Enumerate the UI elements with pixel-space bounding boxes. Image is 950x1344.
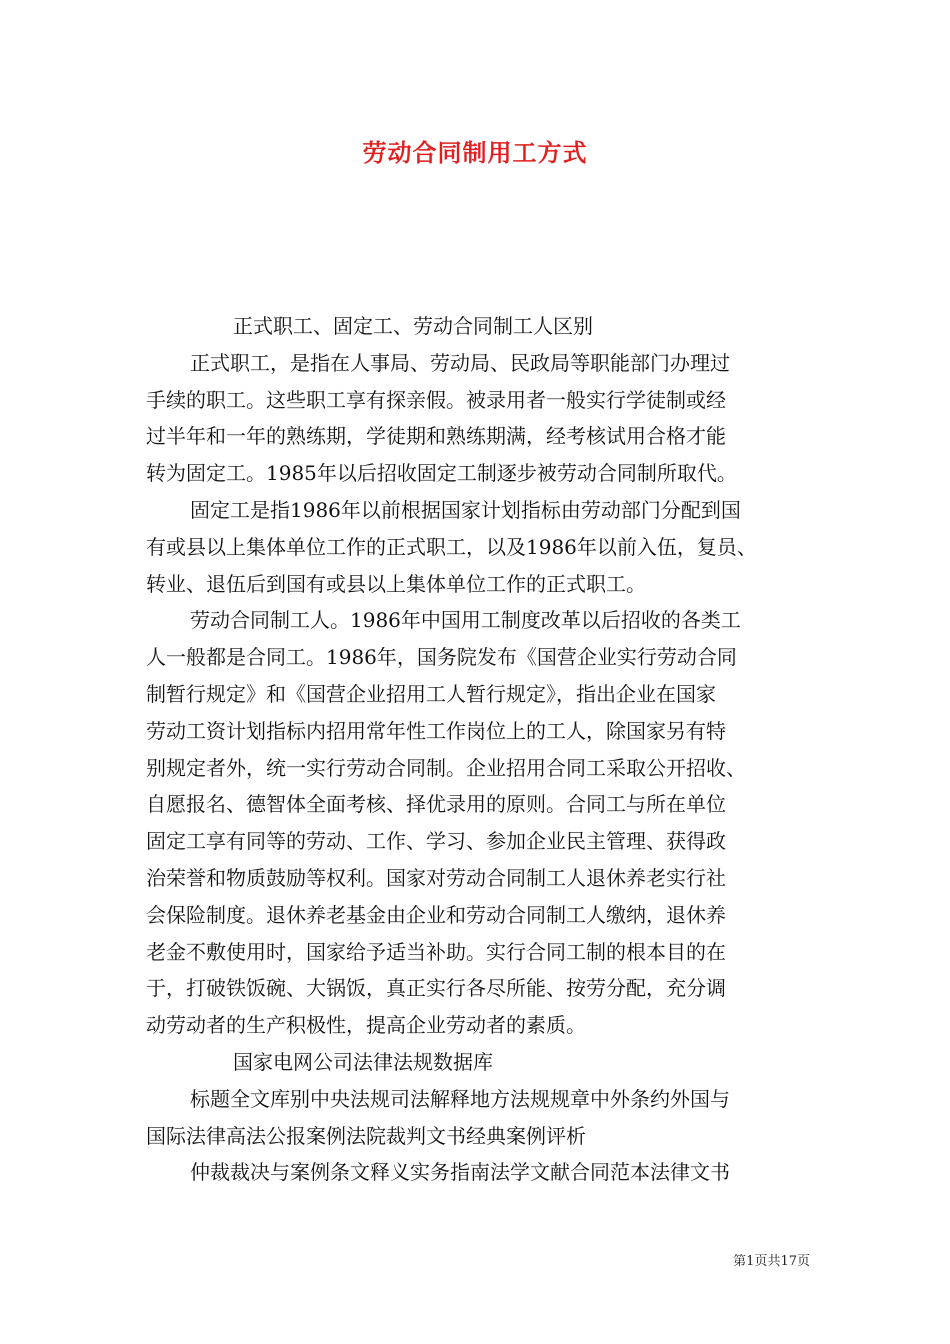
- document-title: 劳动合同制用工方式: [362, 138, 588, 167]
- paragraph-line: 过半年和一年的熟练期，学徒期和熟练期满，经考核试用合格才能: [146, 424, 726, 449]
- paragraph-line: 自愿报名、德智体全面考核、择优录用的原则。合同工与所在单位: [146, 792, 726, 817]
- paragraph-line: 有或县以上集体单位工作的正式职工，以及1986年以前入伍，复员、: [146, 534, 757, 559]
- page-number: 第1页共17页: [733, 1254, 810, 1269]
- section-heading: 国家电网公司法律法规数据库: [233, 1049, 493, 1074]
- paragraph-line: 固定工享有同等的劳动、工作、学习、参加企业民主管理、获得政: [146, 829, 726, 854]
- paragraph-line: 动劳动者的生产积极性，提高企业劳动者的素质。: [146, 1013, 586, 1038]
- paragraph-line: 手续的职工。这些职工享有探亲假。被录用者一般实行学徒制或经: [146, 387, 726, 412]
- paragraph-line: 国际法律高法公报案例法院裁判文书经典案例评析: [146, 1123, 586, 1148]
- paragraph-line: 正式职工，是指在人事局、劳动局、民政局等职能部门办理过: [190, 350, 730, 375]
- paragraph-line: 转为固定工。1985年以后招收固定工制逐步被劳动合同制所取代。: [146, 461, 737, 486]
- paragraph-line: 仲裁裁决与案例条文释义实务指南法学文献合同范本法律文书: [190, 1160, 730, 1185]
- paragraph-line: 制暂行规定》和《国营企业招用工人暂行规定》，指出企业在国家: [146, 681, 716, 706]
- paragraph-line: 于，打破铁饭碗、大锅饭，真正实行各尽所能、按劳分配，充分调: [146, 976, 726, 1001]
- paragraph-line: 转业、退伍后到国有或县以上集体单位工作的正式职工。: [146, 571, 646, 596]
- paragraph-line: 标题全文库别中央法规司法解释地方法规规章中外条约外国与: [190, 1086, 730, 1111]
- paragraph-line: 人一般都是合同工。1986年，国务院发布《国营企业实行劳动合同: [146, 645, 737, 670]
- section-heading: 正式职工、固定工、劳动合同制工人区别: [233, 314, 593, 338]
- paragraph-line: 劳动合同制工人。1986年中国用工制度改革以后招收的各类工: [190, 608, 741, 633]
- paragraph-line: 会保险制度。退休养老基金由企业和劳动合同制工人缴纳，退休养: [146, 902, 726, 927]
- paragraph-line: 固定工是指1986年以前根据国家计划指标由劳动部门分配到国: [190, 497, 741, 522]
- paragraph-line: 治荣誉和物质鼓励等权利。国家对劳动合同制工人退休养老实行社: [146, 865, 726, 890]
- paragraph-line: 劳动工资计划指标内招用常年性工作岗位上的工人，除国家另有特: [146, 718, 726, 743]
- paragraph-line: 老金不敷使用时，国家给予适当补助。实行合同工制的根本目的在: [146, 939, 726, 964]
- paragraph-line: 别规定者外，统一实行劳动合同制。企业招用合同工采取公开招收、: [146, 755, 746, 780]
- document-body: [146, 308, 810, 1191]
